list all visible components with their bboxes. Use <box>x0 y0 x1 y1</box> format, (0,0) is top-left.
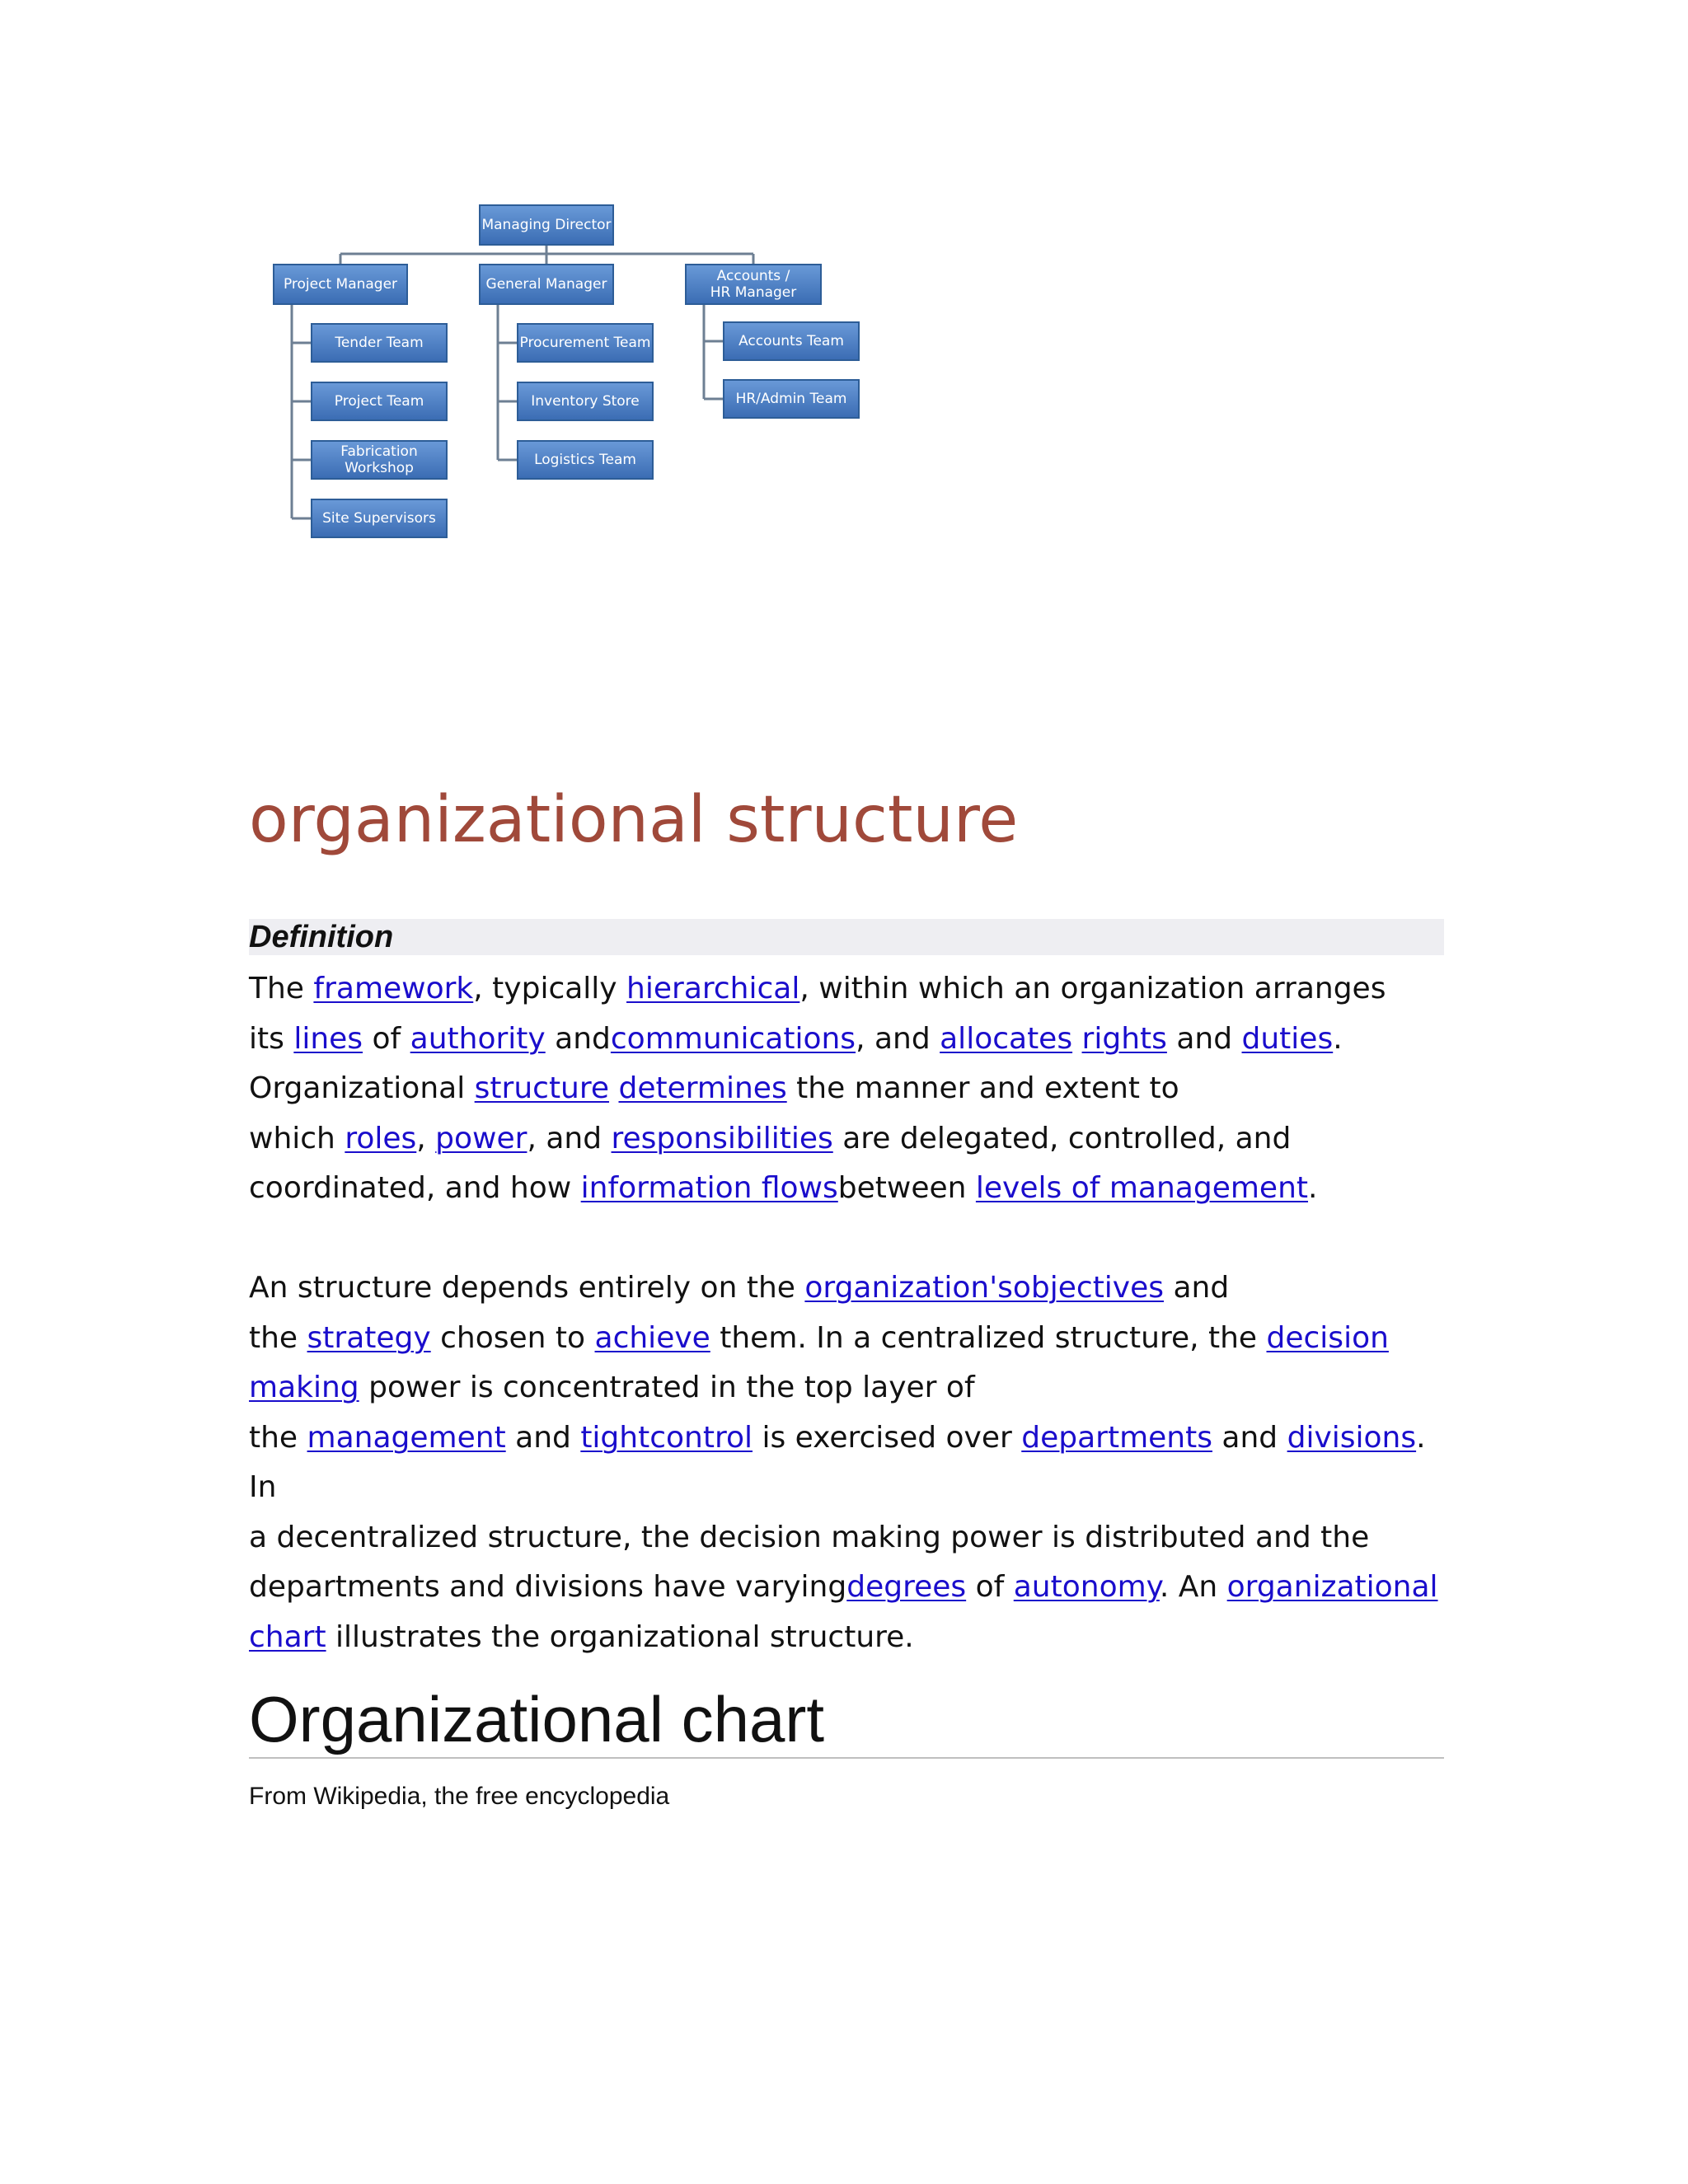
org-node-label: HR/Admin Team <box>735 391 847 407</box>
term-link[interactable]: chart <box>249 1619 326 1654</box>
term-link[interactable]: power <box>435 1121 528 1155</box>
org-node-label: Site Supervisors <box>322 510 436 527</box>
term-link[interactable]: rights <box>1081 1021 1167 1056</box>
org-node-label: HR Manager <box>710 284 797 301</box>
org-node-fabrication <box>312 441 447 479</box>
org-node-label: Fabrication <box>340 443 418 460</box>
term-link[interactable]: autonomy <box>1013 1570 1160 1604</box>
org-node-md <box>480 205 613 245</box>
org-node-label: Logistics Team <box>534 452 636 468</box>
org-node-label: Accounts Team <box>738 333 844 349</box>
org-node-label: General Manager <box>485 276 607 293</box>
org-node-procurement <box>518 324 653 362</box>
term-link[interactable]: departments <box>1021 1420 1212 1455</box>
section-subtitle: From Wikipedia, the free encyclopedia <box>249 1783 670 1810</box>
definition-heading: Definition <box>249 919 1444 955</box>
term-link[interactable]: tightcontrol <box>580 1420 753 1455</box>
org-node-tender <box>312 324 447 362</box>
term-link[interactable]: degrees <box>846 1570 967 1604</box>
term-link[interactable]: allocates <box>940 1021 1073 1056</box>
org-node-site <box>312 499 447 537</box>
org-node-label: Tender Team <box>335 335 424 351</box>
org-node-label: Inventory Store <box>531 393 640 410</box>
structure-paragraph: An structure depends entirely on the organization'sobjectives and the strategy chosen to achieve them. In a centralized structure, the decision making power is concentrated in the top layer of the management and tightcontrol is exercised over departments and divisions. In a decentralized structure, the decision making power is distributed and the departments and divisions have varyingdegrees of autonomy. An organizational chart illustrates the organizational structure. <box>249 1271 1438 1654</box>
org-node-inventory <box>518 382 653 420</box>
term-link[interactable]: roles <box>345 1121 417 1155</box>
org-node-label: Project Manager <box>283 276 398 293</box>
term-link[interactable]: lines <box>293 1021 363 1056</box>
org-node-gm <box>480 265 613 304</box>
org-node-label: Workshop <box>345 460 414 476</box>
org-node-accounts <box>724 322 859 360</box>
section-title: Organizational chart <box>249 1683 1444 1759</box>
org-node-label: Managing Director <box>481 217 612 233</box>
term-link[interactable]: divisions <box>1287 1420 1417 1455</box>
term-link[interactable]: determines <box>618 1071 787 1105</box>
term-link[interactable]: framework <box>313 972 474 1005</box>
org-node-ahr <box>686 265 821 304</box>
org-node-label: Accounts / <box>716 268 790 284</box>
org-node-project <box>312 382 447 420</box>
definition-paragraph: The framework, typically hierarchical, within which an organization arranges its lines of authority andcommunications, and allocates rights and duties. Organizational structure determines the manner and extent to which roles, power, and responsibilities are delegated, controlled, and coordinated, and how information flowsbetween levels of management. <box>249 972 1386 1205</box>
term-link[interactable]: strategy <box>307 1320 431 1355</box>
term-link[interactable]: management <box>307 1420 506 1455</box>
term-title: organizational structure <box>249 783 1019 857</box>
term-link[interactable]: responsibilities <box>611 1121 833 1155</box>
term-link[interactable]: structure <box>474 1071 610 1105</box>
term-link[interactable]: duties <box>1241 1021 1334 1056</box>
org-chart-diagram <box>264 202 874 548</box>
org-node-label: Procurement Team <box>519 335 651 351</box>
org-node-logistics <box>518 441 653 479</box>
term-link[interactable]: authority <box>410 1021 546 1056</box>
org-node-hradmin <box>724 380 859 418</box>
term-link[interactable]: organizational <box>1226 1570 1438 1604</box>
term-link[interactable]: decision <box>1266 1320 1389 1355</box>
term-link[interactable]: making <box>249 1371 359 1404</box>
term-link[interactable]: information flows <box>580 1171 838 1205</box>
term-link[interactable]: levels of management <box>975 1171 1309 1205</box>
term-link[interactable]: achieve <box>594 1320 710 1355</box>
term-link[interactable]: hierarchical <box>626 972 800 1005</box>
term-link[interactable]: organization'sobjectives <box>804 1271 1165 1305</box>
org-node-pm <box>274 265 407 304</box>
org-node-label: Project Team <box>334 393 424 410</box>
term-link[interactable]: communications <box>610 1021 856 1056</box>
